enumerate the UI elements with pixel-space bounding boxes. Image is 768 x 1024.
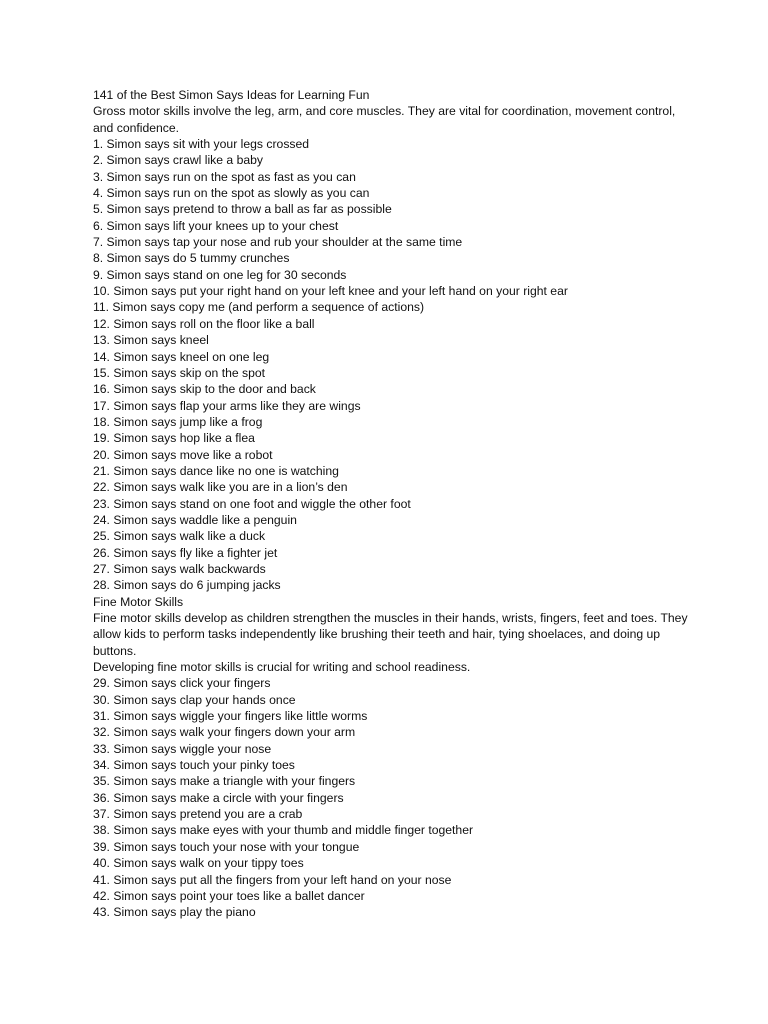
list-item: 27. Simon says walk backwards: [93, 561, 266, 576]
list-item: 12. Simon says roll on the floor like a ball: [93, 316, 315, 331]
list-item: 1. Simon says sit with your legs crossed: [93, 137, 310, 152]
document-title: 141 of the Best Simon Says Ideas for Learning Fun: [93, 88, 370, 102]
list-item: 34. Simon says touch your pinky toes: [93, 758, 295, 773]
list-item: 23. Simon says stand on one foot and wiggle the other foot: [93, 496, 411, 511]
list-item: 18. Simon says jump like a frog: [93, 414, 263, 429]
list-item: 36. Simon says make a circle with your fingers: [93, 790, 344, 805]
list-item: 19. Simon says hop like a flea: [93, 431, 255, 446]
list-item: 5. Simon says pretend to throw a ball as far as possible: [93, 202, 392, 217]
list-item: 21. Simon says dance like no one is watching: [93, 463, 339, 478]
list-item: 24. Simon says waddle like a penguin: [93, 512, 297, 527]
document-page: [93, 87, 733, 921]
list-item: 20. Simon says move like a robot: [93, 447, 273, 462]
list-item: 8. Simon says do 5 tummy crunches: [93, 251, 290, 266]
list-item: 9. Simon says stand on one leg for 30 seconds: [93, 267, 347, 282]
list-item: 10. Simon says put your right hand on your left knee and your left hand on your right ear: [93, 284, 568, 299]
list-item: 3. Simon says run on the spot as fast as you can: [93, 169, 356, 184]
list-item: 2. Simon says crawl like a baby: [93, 153, 264, 168]
fine-motor-intro: Fine motor skills develop as children strengthen the muscles in their hands, wrists, fingers, feet and toes. They allow kids to perform tasks independently like brushing their teeth and hair, tying shoelaces, and doing up buttons.: [93, 611, 688, 658]
list-item: 7. Simon says tap your nose and rub your shoulder at the same time: [93, 235, 463, 250]
list-item: 37. Simon says pretend you are a crab: [93, 807, 303, 822]
list-item: 33. Simon says wiggle your nose: [93, 741, 272, 756]
list-item: 11. Simon says copy me (and perform a sequence of actions): [93, 300, 425, 315]
list-item: 13. Simon says kneel: [93, 333, 209, 348]
list-item: 22. Simon says walk like you are in a lion’s den: [93, 480, 348, 495]
gross-motor-list: [93, 136, 733, 594]
list-item: 14. Simon says kneel on one leg: [93, 349, 270, 364]
list-item: 38. Simon says make eyes with your thumb and middle finger together: [93, 823, 474, 838]
fine-motor-list: [93, 675, 733, 920]
list-item: 17. Simon says flap your arms like they are wings: [93, 398, 361, 413]
list-item: 32. Simon says walk your fingers down your arm: [93, 725, 356, 740]
list-item: 25. Simon says walk like a duck: [93, 529, 266, 544]
list-item: 31. Simon says wiggle your fingers like little worms: [93, 709, 368, 724]
gross-motor-intro: Gross motor skills involve the leg, arm, and core muscles. They are vital for coordination, movement control, and confidence.: [93, 104, 676, 135]
list-item: 39. Simon says touch your nose with your tongue: [93, 839, 360, 854]
list-item: 6. Simon says lift your knees up to your chest: [93, 218, 339, 233]
list-item: 42. Simon says point your toes like a ballet dancer: [93, 888, 365, 903]
list-item: 4. Simon says run on the spot as slowly as you can: [93, 186, 370, 201]
list-item: 40. Simon says walk on your tippy toes: [93, 856, 304, 871]
list-item: 16. Simon says skip to the door and back: [93, 382, 316, 397]
list-item: 35. Simon says make a triangle with your fingers: [93, 774, 356, 789]
list-item: 41. Simon says put all the fingers from your left hand on your nose: [93, 872, 452, 887]
section-heading: Fine Motor Skills: [93, 594, 184, 609]
list-item: 26. Simon says fly like a fighter jet: [93, 545, 278, 560]
list-item: 28. Simon says do 6 jumping jacks: [93, 578, 281, 593]
list-item: 43. Simon says play the piano: [93, 905, 256, 920]
fine-motor-intro-2: Developing fine motor skills is crucial for writing and school readiness.: [93, 660, 471, 675]
list-item: 15. Simon says skip on the spot: [93, 365, 266, 380]
list-item: 29. Simon says click your fingers: [93, 676, 271, 691]
list-item: 30. Simon says clap your hands once: [93, 692, 296, 707]
